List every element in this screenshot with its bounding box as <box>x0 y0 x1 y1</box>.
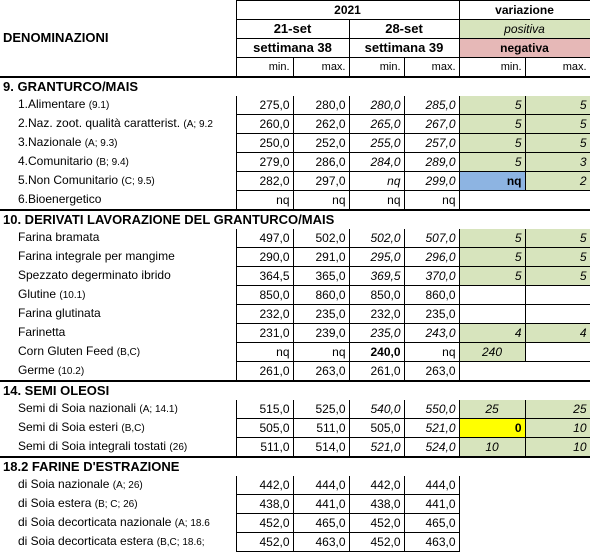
cell-variation: 240 <box>459 343 525 362</box>
cell-value: nq <box>293 191 349 211</box>
cell-value: 860,0 <box>293 286 349 305</box>
cell-variation <box>525 191 590 211</box>
cell-value: 369,5 <box>349 267 404 286</box>
cell-value: 240,0 <box>349 343 404 362</box>
cell-value: 261,0 <box>236 362 293 382</box>
cell-value: 280,0 <box>349 96 404 115</box>
cell-value: 465,0 <box>293 514 349 533</box>
cell-value: 463,0 <box>293 533 349 552</box>
cell-variation: 10 <box>459 438 525 458</box>
cell-value: 257,0 <box>404 134 459 153</box>
row-label: 6.Bioenergetico <box>18 191 102 206</box>
row-label: Corn Gluten Feed (B,C) <box>18 344 141 358</box>
cell-value: 263,0 <box>404 362 459 382</box>
cell-value: 444,0 <box>293 476 349 495</box>
cell-value: 442,0 <box>236 476 293 495</box>
cell-value: 497,0 <box>236 229 293 248</box>
cell-variation: 3 <box>525 153 590 172</box>
row-label: di Soia decorticata estera (B,C; 18.6; <box>18 534 205 548</box>
cell-value: 235,0 <box>349 324 404 343</box>
cell-variation <box>459 495 525 514</box>
cell-value: 291,0 <box>293 248 349 267</box>
header-denominazioni: DENOMINAZIONI <box>3 30 109 46</box>
cell-variation: 25 <box>525 400 590 419</box>
cell-value: 511,0 <box>236 438 293 458</box>
cell-value: 232,0 <box>236 305 293 324</box>
cell-variation: 2 <box>525 172 590 191</box>
cell-value: 438,0 <box>236 495 293 514</box>
row-label: Glutine (10.1) <box>18 287 86 301</box>
header-year: 2021 <box>236 1 459 20</box>
cell-value: 442,0 <box>349 476 404 495</box>
row-label: Farina glutinata <box>18 306 101 320</box>
cell-value: 275,0 <box>236 96 293 115</box>
cell-value: nq <box>349 172 404 191</box>
cell-value: nq <box>236 191 293 211</box>
cell-variation <box>459 514 525 533</box>
cell-value: 235,0 <box>293 305 349 324</box>
cell-value: 265,0 <box>349 115 404 134</box>
row-label: di Soia decorticata nazionale (A; 18.6 <box>18 515 210 529</box>
row-label: Germe (10.2) <box>18 362 85 377</box>
cell-value: 239,0 <box>293 324 349 343</box>
cell-value: 465,0 <box>404 514 459 533</box>
cell-variation: 4 <box>459 324 525 343</box>
cell-variation: 5 <box>459 134 525 153</box>
header-date-2: 28-set <box>349 20 459 39</box>
cell-variation: 5 <box>525 96 590 115</box>
cell-value: 263,0 <box>293 362 349 382</box>
cell-value: nq <box>293 343 349 362</box>
cell-variation: 4 <box>525 324 590 343</box>
cell-value: 540,0 <box>349 400 404 419</box>
cell-value: 295,0 <box>349 248 404 267</box>
cell-value: 511,0 <box>293 419 349 438</box>
cell-value: nq <box>404 191 459 211</box>
cell-variation <box>525 495 590 514</box>
cell-variation: 5 <box>459 267 525 286</box>
cell-value: 285,0 <box>404 96 459 115</box>
cell-variation <box>459 362 525 382</box>
cell-variation: 5 <box>525 115 590 134</box>
cell-value: 550,0 <box>404 400 459 419</box>
cell-variation: 5 <box>525 229 590 248</box>
cell-value: 502,0 <box>293 229 349 248</box>
header-max: max. <box>293 58 349 78</box>
cell-variation: 10 <box>525 419 590 438</box>
cell-value: 452,0 <box>236 533 293 552</box>
cell-value: 860,0 <box>404 286 459 305</box>
cell-variation <box>525 533 590 552</box>
cell-value: 463,0 <box>404 533 459 552</box>
row-label: Spezzato degerminato ibrido <box>18 268 171 282</box>
cell-value: 514,0 <box>293 438 349 458</box>
row-label: Semi di Soia esteri (B,C) <box>18 420 145 434</box>
cell-variation <box>459 286 525 305</box>
cell-value: 850,0 <box>236 286 293 305</box>
cell-value: 507,0 <box>404 229 459 248</box>
header-min: min. <box>236 58 293 78</box>
row-label: di Soia nazionale (A; 26) <box>18 477 143 492</box>
cell-variation: 5 <box>459 229 525 248</box>
cell-value: 364,5 <box>236 267 293 286</box>
cell-value: 444,0 <box>404 476 459 495</box>
section-title: 14. SEMI OLEOSI <box>0 381 590 400</box>
header-max: max. <box>525 58 590 78</box>
cell-value: 365,0 <box>293 267 349 286</box>
cell-value: 262,0 <box>293 115 349 134</box>
cell-value: 502,0 <box>349 229 404 248</box>
cell-value: 296,0 <box>404 248 459 267</box>
cell-value: 250,0 <box>236 134 293 153</box>
cell-value: 252,0 <box>293 134 349 153</box>
cell-value: 289,0 <box>404 153 459 172</box>
row-label: Semi di Soia nazionali (A; 14.1) <box>18 401 178 416</box>
section-title: 10. DERIVATI LAVORAZIONE DEL GRANTURCO/MAIS <box>0 210 590 229</box>
cell-value: 505,0 <box>236 419 293 438</box>
header-variazione: variazione <box>459 1 590 20</box>
cell-value: 521,0 <box>349 438 404 458</box>
cell-value: 243,0 <box>404 324 459 343</box>
cell-variation: 25 <box>459 400 525 419</box>
row-label: 5.Non Comunitario (C; 9.5) <box>18 173 155 187</box>
cell-variation <box>525 343 590 362</box>
row-label: di Soia estera (B; C; 26) <box>18 496 138 510</box>
cell-value: 260,0 <box>236 115 293 134</box>
cell-value: 279,0 <box>236 153 293 172</box>
cell-value: 235,0 <box>404 305 459 324</box>
cell-value: 261,0 <box>349 362 404 382</box>
cell-variation <box>459 533 525 552</box>
header-negativa: negativa <box>459 39 590 58</box>
cell-value: 850,0 <box>349 286 404 305</box>
cell-variation: 0 <box>459 419 525 438</box>
row-label: 1.Alimentare (9.1) <box>18 97 110 112</box>
header-week-2: settimana 39 <box>349 39 459 58</box>
cell-value: 525,0 <box>293 400 349 419</box>
cell-value: 441,0 <box>293 495 349 514</box>
cell-variation: 5 <box>459 153 525 172</box>
cell-value: 515,0 <box>236 400 293 419</box>
row-label: Farinetta <box>18 325 66 339</box>
header-min: min. <box>459 58 525 78</box>
section-title: 9. GRANTURCO/MAIS <box>0 77 590 96</box>
row-label: 4.Comunitario (B; 9.4) <box>18 154 129 168</box>
cell-value: nq <box>236 343 293 362</box>
cell-value: 441,0 <box>404 495 459 514</box>
cell-variation: nq <box>459 172 525 191</box>
cell-variation: 5 <box>525 267 590 286</box>
cell-value: 521,0 <box>404 419 459 438</box>
cell-value: nq <box>404 343 459 362</box>
cell-value: 267,0 <box>404 115 459 134</box>
row-label: Farina bramata <box>18 230 100 245</box>
cell-value: 452,0 <box>236 514 293 533</box>
header-date-1: 21-set <box>236 20 349 39</box>
cell-variation: 10 <box>525 438 590 458</box>
row-label: Semi di Soia integrali tostati (26) <box>18 438 188 453</box>
cell-value: 505,0 <box>349 419 404 438</box>
cell-variation <box>525 305 590 324</box>
header-max: max. <box>404 58 459 78</box>
cell-value: 452,0 <box>349 514 404 533</box>
cell-value: 280,0 <box>293 96 349 115</box>
cell-variation <box>525 514 590 533</box>
row-label: 2.Naz. zoot. qualità caratterist. (A; 9.2 <box>18 116 213 130</box>
cell-variation: 5 <box>459 96 525 115</box>
cell-value: 452,0 <box>349 533 404 552</box>
cell-value: 232,0 <box>349 305 404 324</box>
header-positiva: positiva <box>459 20 590 39</box>
cell-variation <box>525 362 590 382</box>
cell-value: 524,0 <box>404 438 459 458</box>
cell-value: 286,0 <box>293 153 349 172</box>
cell-variation <box>525 286 590 305</box>
cell-value: 255,0 <box>349 134 404 153</box>
cell-variation: 5 <box>459 115 525 134</box>
cell-value: 284,0 <box>349 153 404 172</box>
cell-variation: 5 <box>459 248 525 267</box>
section-title: 18.2 FARINE D'ESTRAZIONE <box>0 457 590 476</box>
cell-variation <box>525 476 590 495</box>
cell-value: 290,0 <box>236 248 293 267</box>
cell-variation <box>459 305 525 324</box>
cell-value: 282,0 <box>236 172 293 191</box>
cell-value: 297,0 <box>293 172 349 191</box>
row-label: Farina integrale per mangime <box>18 249 175 263</box>
cell-variation: 5 <box>525 134 590 153</box>
cell-variation <box>459 476 525 495</box>
cell-value: 370,0 <box>404 267 459 286</box>
cell-variation: 5 <box>525 248 590 267</box>
header-min: min. <box>349 58 404 78</box>
cell-value: nq <box>349 191 404 211</box>
cell-value: 438,0 <box>349 495 404 514</box>
cell-value: 299,0 <box>404 172 459 191</box>
cell-value: 231,0 <box>236 324 293 343</box>
row-label: 3.Nazionale (A; 9.3) <box>18 135 118 149</box>
cell-variation <box>459 191 525 211</box>
header-week-1: settimana 38 <box>236 39 349 58</box>
